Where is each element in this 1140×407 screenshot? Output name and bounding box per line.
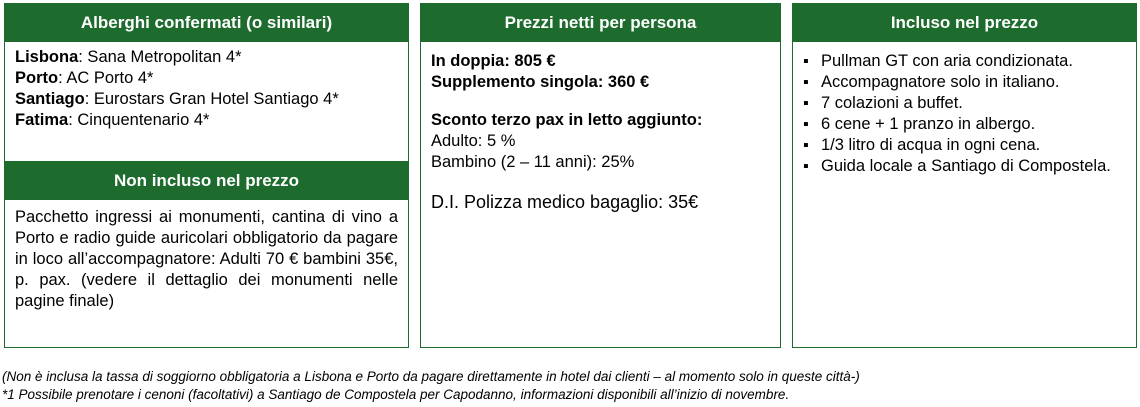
prices-body: [421, 42, 780, 219]
price-double: In doppia: 805 €: [431, 52, 556, 70]
hotels-list: [5, 42, 408, 137]
footnote-tax: (Non è inclusa la tassa di soggiorno obbligatoria a Lisbona e Porto da pagare direttamente in hotel dai clienti – al momento solo in queste città-): [2, 369, 860, 384]
footnote-dinner: *1 Possibile prenotare i cenoni (facoltativi) a Santiago de Compostela per Capodanno, informazioni disponibili all’inizio di novembre.: [2, 387, 790, 402]
list-item: ▪ 1/3 litro di acqua in ogni cena.: [803, 135, 1126, 156]
not-included-text: Pacchetto ingressi ai monumenti, cantina di vino a Porto e radio guide auricolari obbligatorio da pagare in loco all’accompagnatore: Adulti 70 € bambini 35€, p. pax. (vedere il dettaglio dei monumenti nelle pagine finale): [15, 208, 398, 310]
hotels-header: Alberghi confermati (o similari): [5, 4, 408, 42]
included-body: [793, 42, 1136, 183]
hotel-row: [15, 110, 398, 131]
included-list: [803, 51, 1126, 177]
hotel-city: Santiago: [15, 90, 85, 108]
included-panel: [792, 3, 1137, 348]
not-included-header: Non incluso nel prezzo: [5, 162, 408, 200]
hotel-city: Porto: [15, 69, 59, 87]
list-item: ▪ 7 colazioni a buffet.: [803, 93, 1126, 114]
third-pax-child: Bambino (2 – 11 anni): 25%: [431, 153, 635, 171]
list-item: ▪ Pullman GT con aria condizionata.: [803, 51, 1126, 72]
third-pax-adult: Adulto: 5 %: [431, 132, 516, 150]
list-item: ▪ Accompagnatore solo in italiano.: [803, 72, 1126, 93]
included-header: Incluso nel prezzo: [793, 4, 1136, 42]
hotel-row: [15, 47, 398, 68]
not-included-panel: [4, 161, 409, 348]
price-single-supplement: Supplemento singola: 360 €: [431, 73, 650, 91]
hotel-name: : Cinquentenario 4*: [68, 111, 210, 129]
hotel-name: : Eurostars Gran Hotel Santiago 4*: [84, 90, 339, 108]
hotel-row: [15, 68, 398, 89]
hotel-name: : AC Porto 4*: [58, 69, 154, 87]
third-pax-title: Sconto terzo pax in letto aggiunto:: [431, 111, 703, 129]
list-item: ▪ 6 cene + 1 pranzo in albergo.: [803, 114, 1126, 135]
prices-header: Prezzi netti per persona: [421, 4, 780, 42]
hotel-name: : Sana Metropolitan 4*: [78, 48, 242, 66]
hotel-city: Fatima: [15, 111, 69, 129]
footnotes: [2, 368, 860, 404]
hotel-row: [15, 89, 398, 110]
list-item: ▪ Guida locale a Santiago di Compostela.: [803, 156, 1126, 177]
hotel-city: Lisbona: [15, 48, 79, 66]
prices-panel: [420, 3, 781, 348]
hotels-panel: [4, 3, 409, 163]
insurance-price: D.I. Polizza medico bagaglio: 35€: [431, 192, 699, 212]
